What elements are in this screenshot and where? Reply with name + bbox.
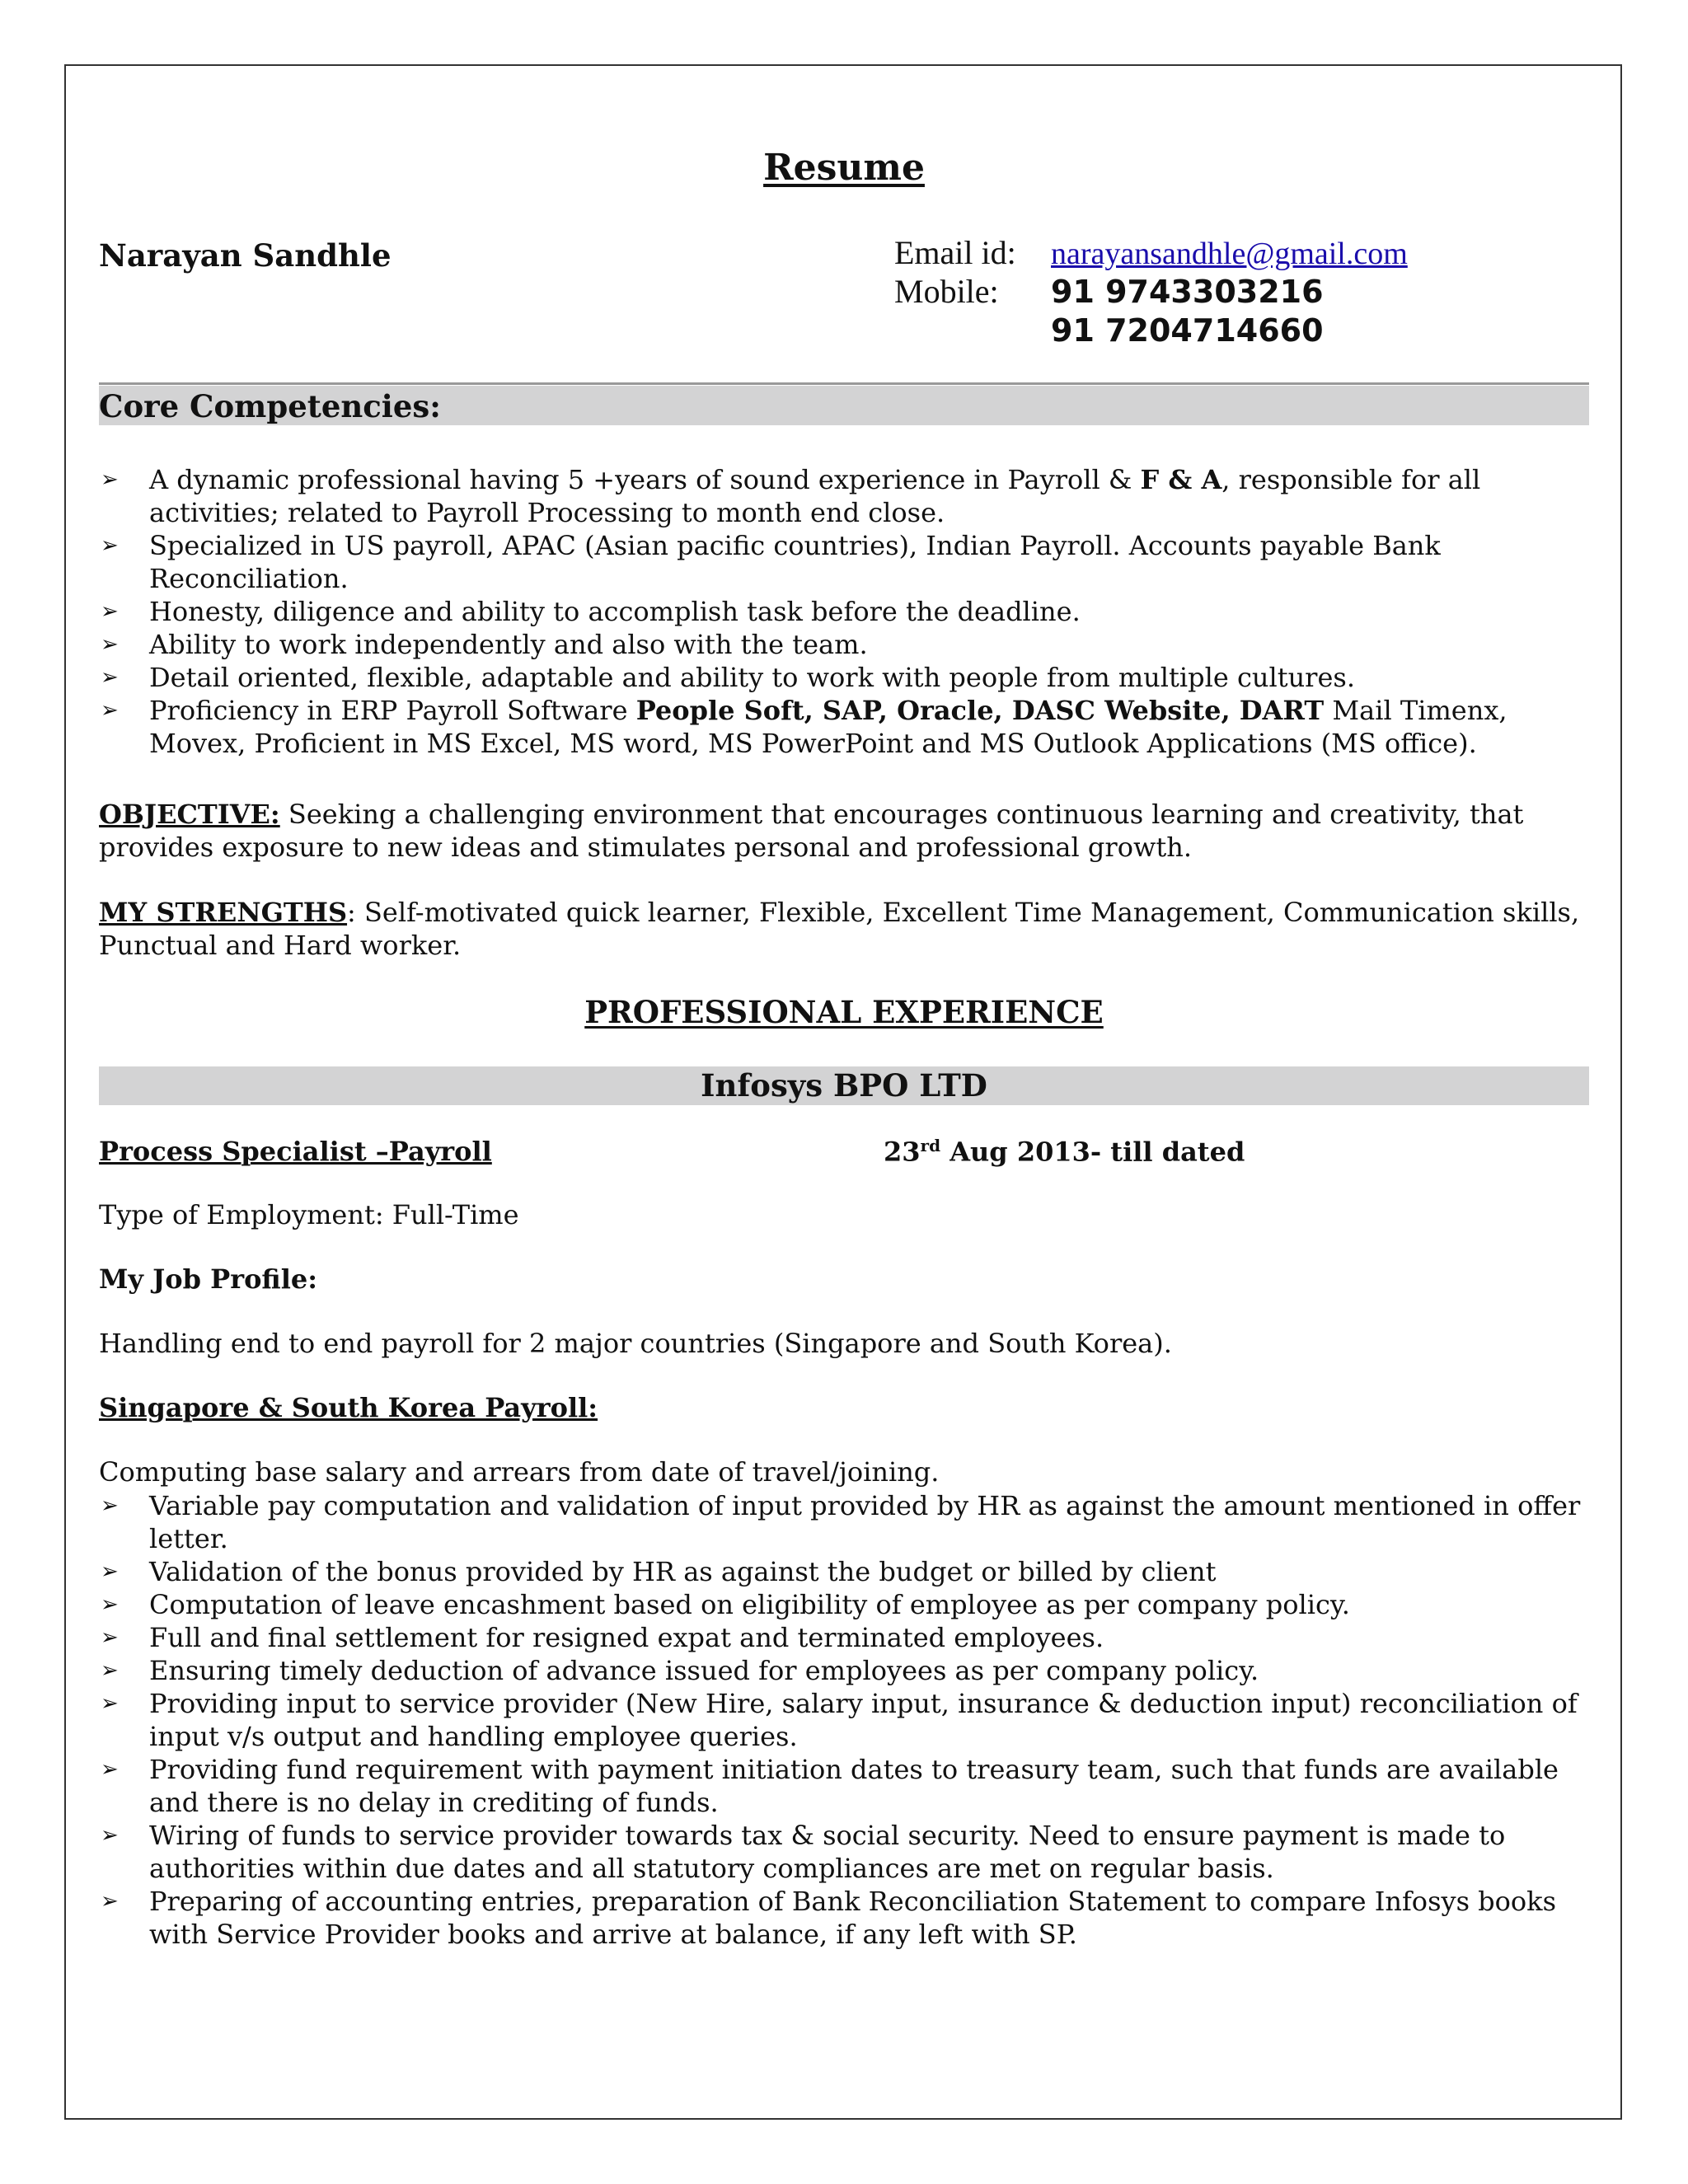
- duty-item: ➢ Ensuring timely deduction of advance issued for employees as per company policy.: [99, 1654, 1589, 1687]
- payroll-duties-list: [99, 1489, 1589, 1951]
- objective-label: OBJECTIVE:: [99, 799, 280, 830]
- professional-experience-heading: PROFESSIONAL EXPERIENCE: [584, 994, 1104, 1030]
- payroll-intro: Computing base salary and arrears from date of travel/joining.: [99, 1456, 940, 1488]
- job-dates: 23rd Aug 2013- till dated: [884, 1136, 1245, 1168]
- job-role: Process Specialist –Payroll: [99, 1136, 492, 1167]
- employment-type: Type of Employment: Full-Time: [99, 1199, 519, 1230]
- candidate-name: Narayan Sandhle: [99, 237, 392, 274]
- mobile-number-2: 91 7204714660: [1051, 312, 1324, 349]
- duty-item: ➢ Providing input to service provider (New Hire, salary input, insurance & deduction input) reconciliation of input v/s output and handling employee queries.: [99, 1687, 1589, 1753]
- email-label: Email id:: [894, 234, 1016, 271]
- objective-text: Seeking a challenging environment that encourages continuous learning and creativity, that provides exposure to new ideas and stimulates personal and professional growth.: [99, 799, 1524, 863]
- competency-item: ➢ Detail oriented, flexible, adaptable and ability to work with people from multiple cultures.: [99, 661, 1589, 694]
- strengths-text: : Self-motivated quick learner, Flexible, Excellent Time Management, Communication skills, Punctual and Hard worker.: [99, 897, 1580, 961]
- mobile-number-1: 91 9743303216: [1051, 274, 1324, 310]
- strengths-paragraph: [99, 896, 1589, 962]
- objective-paragraph: [99, 798, 1589, 864]
- core-competencies-list: [99, 463, 1589, 760]
- competency-item: ➢ Ability to work independently and also with the team.: [99, 628, 1589, 661]
- duty-item: ➢ Variable pay computation and validation of input provided by HR as against the amount mentioned in offer letter.: [99, 1489, 1589, 1555]
- duty-item: ➢ Providing fund requirement with payment initiation dates to treasury team, such that funds are available and there is no delay in crediting of funds.: [99, 1753, 1589, 1819]
- company-name: Infosys BPO LTD: [701, 1067, 987, 1104]
- competency-item: ➢ Honesty, diligence and ability to accomplish task before the deadline.: [99, 595, 1589, 628]
- duty-item: ➢ Preparing of accounting entries, preparation of Bank Reconciliation Statement to compare Infosys books with Service Provider books and arrive at balance, if any left with SP.: [99, 1885, 1589, 1951]
- job-profile-heading: My Job Profile:: [99, 1263, 318, 1295]
- competency-item: ➢ A dynamic professional having 5 +years of sound experience in Payroll & F & A, responsible for all activities; related to Payroll Processing to month end close.: [99, 463, 1589, 529]
- duty-item: ➢ Computation of leave encashment based on eligibility of employee as per company policy.: [99, 1588, 1589, 1621]
- duty-item: ➢ Full and final settlement for resigned expat and terminated employees.: [99, 1621, 1589, 1654]
- job-profile-text: Handling end to end payroll for 2 major countries (Singapore and South Korea).: [99, 1328, 1172, 1359]
- payroll-sub-heading: Singapore & South Korea Payroll:: [99, 1392, 598, 1423]
- email-line: [894, 234, 1408, 273]
- contact-block: [894, 234, 1408, 350]
- strengths-label: MY STRENGTHS: [99, 897, 348, 928]
- document-title: Resume: [763, 147, 925, 189]
- mobile-label: Mobile:: [894, 273, 999, 310]
- core-competencies-heading: Core Competencies:: [99, 388, 441, 424]
- mobile-line: [894, 273, 1408, 312]
- section-divider: [99, 382, 1589, 385]
- competency-item: ➢ Proficiency in ERP Payroll Software People Soft, SAP, Oracle, DASC Website, DART Mail Timenx, Movex, Proficient in MS Excel, MS word, MS PowerPoint and MS Outlook Applications (MS office).: [99, 694, 1589, 760]
- duty-item: ➢ Validation of the bonus provided by HR as against the budget or billed by client: [99, 1555, 1589, 1588]
- email-link[interactable]: narayansandhle@gmail.com: [1051, 237, 1408, 271]
- mobile-line-2: [894, 312, 1408, 350]
- competency-item: ➢ Specialized in US payroll, APAC (Asian pacific countries), Indian Payroll. Accounts payable Bank Reconciliation.: [99, 529, 1589, 595]
- duty-item: ➢ Wiring of funds to service provider towards tax & social security. Need to ensure payment is made to authorities within due dates and all statutory compliances are met on regular basis.: [99, 1819, 1589, 1885]
